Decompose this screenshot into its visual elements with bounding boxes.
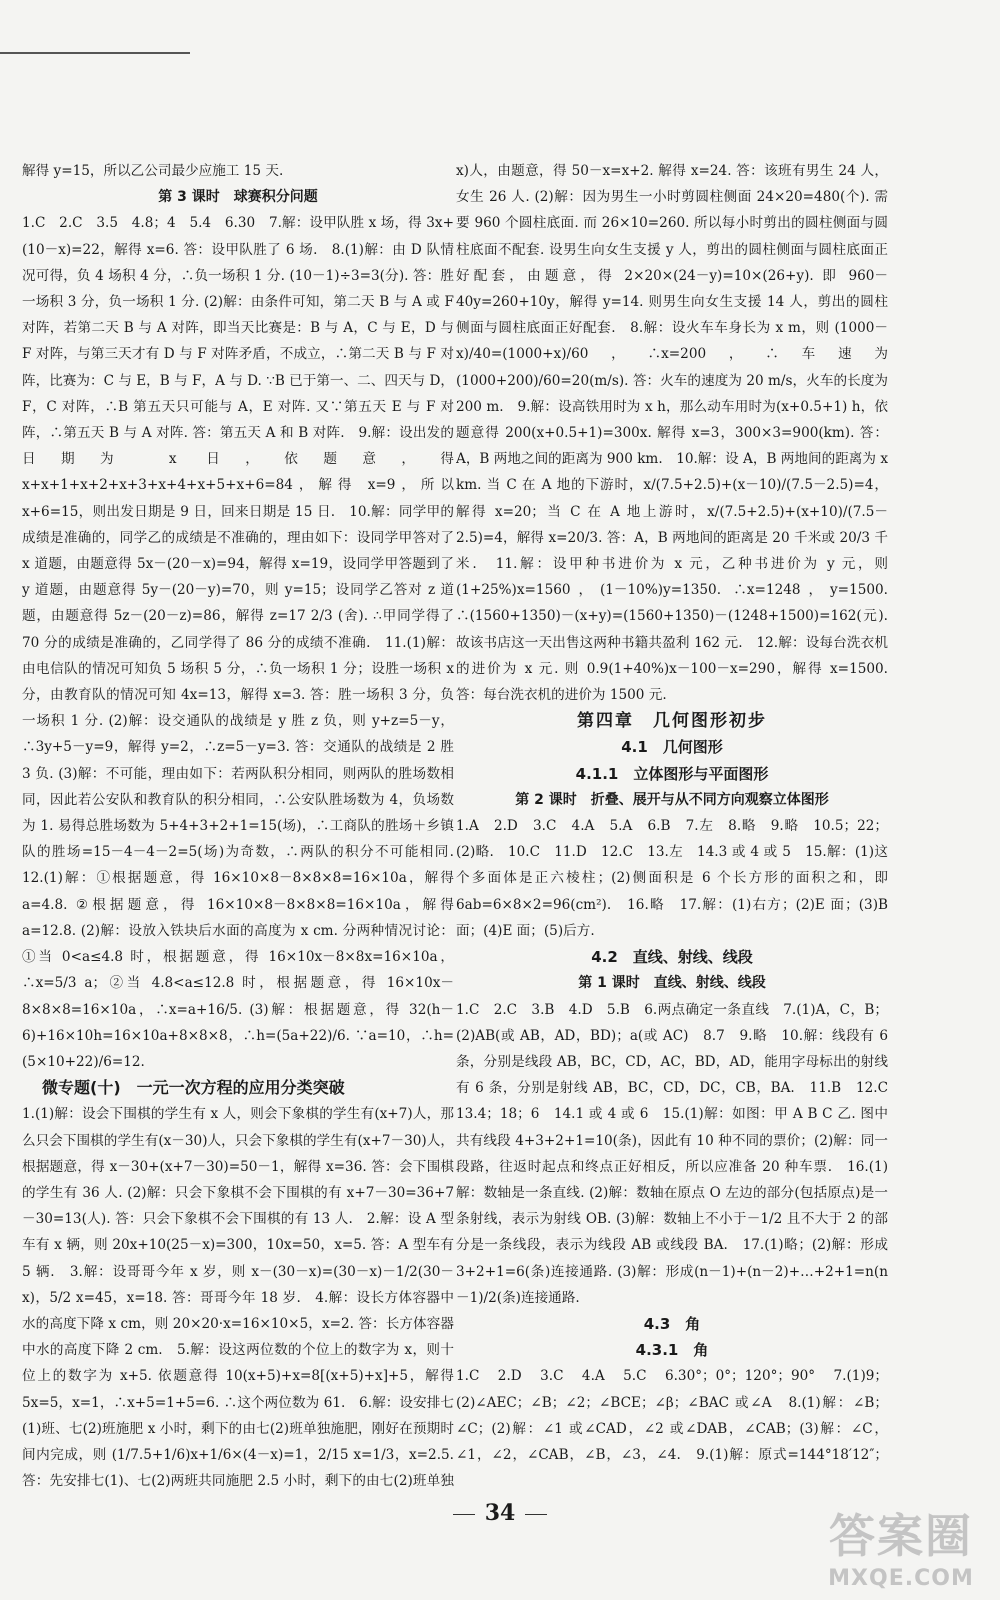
answer-paragraph: x)人，由题意，得 50－x=x+2. 解得 x=24. 答：该班有男生 24 人，女生 26 人. (2)解：因为男生一小时剪圆柱侧面 24×20=480(个). 需要 960 个圆柱底面. 而 26×10=260. 所以每小时剪出的圆柱侧面与圆柱底面不配套. 设男生向女生支援 y 人，剪出的圆柱侧面与圆柱底面正好配套，由题意，得 2×20×(24－y)=10×(26+y). 即 960－40y=260+10y，解得 y=14. 则男生向女生支援 14 人，剪出的圆柱侧面与圆柱底面正好配套. 8.解：设火车车身长为 x m，则 (1000－x)/40=(1000+x)/60，∴x=200，∴车速为 (1000+200)/60=20(m/s). 答：火车的速度为 20 m/s，火车的长度为 200 m. 9.解：设高铁用时为 x h，那么动车用时为(x+0.5+1) h，依题意得 200(x+0.5+1)=300x. 解得 x=3，300×3=900(km). 答：A，B 两地之间的距离为 900 km. 10.解：设 A，B 两地间的距离为 x km. 当 C 在 A 地的下游时，x/(7.5+2.5)+(x－10)/(7.5－2.5)=4，解得 x=20；当 C 在 A 地上游时，x/(7.5+2.5)+(x+10)/(7.5－2.5)=4，解得 x=20/3. 答：A，B 两地间的距离是 20 千米或 20/3 千米. 11.解：设甲种书进价为 x 元，乙种书进价为 y 元，则(1+25%)x=1560，(1－10%)y=1350. ∴x=1248，y=1500. ∴(1560+1350)－(x+y)=(1560+1350)－(1248+1500)=162(元). 故该书店这一天出售这两种书籍共盈利 162 元. 12.解：设每台洗衣机的进价为 x 元. 则 0.9(1+40%)x－100－x=290，解得 x=1500. 答：每台洗衣机的进价为 1500 元. xyxy=(456,163,888,704)
section-heading: 4.2 直线、射线、线段 xyxy=(591,948,753,967)
right-column xyxy=(456,158,888,1468)
section-heading: 4.3 角 xyxy=(643,1314,701,1333)
lesson-heading: 第 3 课时 球赛积分问题 xyxy=(158,189,318,206)
lesson-heading: 第 2 课时 折叠、展开与从不同方向观察立体图形 xyxy=(515,791,829,808)
answer-paragraph: 解得 y=15，所以乙公司最少应施工 15 天. xyxy=(22,163,284,179)
section-heading: 4.1.1 立体图形与平面图形 xyxy=(575,764,769,783)
watermark-url: MXQE.COM xyxy=(828,1566,974,1591)
special-topic-heading: 微专题(十) 一元一次方程的应用分类突破 xyxy=(42,1078,345,1098)
section-heading: 4.1 几何图形 xyxy=(621,738,723,757)
lesson-heading: 第 1 课时 直线、射线、线段 xyxy=(578,975,766,992)
chapter-heading: 第四章 几何图形初步 xyxy=(577,711,767,732)
footer-dash-right xyxy=(525,1514,547,1515)
watermark-text: 答案圈 xyxy=(829,1509,973,1563)
answer-paragraph: 1.(1)解：设会下围棋的学生有 x 人，则会下象棋的学生有(x+7)人，那么只会下围棋的学生有(x－30)人，只会下象棋的学生有(x+7－30)人，根据题意，得 x－30+(x+7－30)=50－1，解得 x=36. 答：会下围棋的学生有 36 人. (2)解：只会下象棋不会下围棋的有 x+7－30=36+7－30=13(人). 答：只会下象棋不会下围棋的有 13 人. 2.解：设 A 型车有 x 辆，则 20x+10(25－x)=300，10x=50，x=5. 答：A 型车有 5 辆. 3.解：设哥哥今年 x 岁，则 x－(30－x)=(30－x)－1/2(30－x)，5/2 x=45，x=18. 答：哥哥今年 18 岁. 4.解：设长方体容器中水的高度下降 x cm，则 20×20·x=16×10×5，x=2. 答：长方体容器中水的高度下降 2 cm. 5.解：设这两位数的个位上的数字为 x，则十位上的数字为 x+5. 依题意得 10(x+5)+x=8[(x+5)+x]+5，解得 5x=5，x=1，∴x+5=1+5=6. ∴这个两位数为 61. 6.解：设安排七(1)班、七(2)班施肥 x 小时，剩下的由七(2)班单独施肥，刚好在预期时间内完成，则 (1/7.5+1/6)x+1/6×(4－x)=1，2/15 x=1/3，x=2.5. 答：先安排七(1)、七(2)两班共同施肥 2.5 小时，剩下的由七(2)班单独 xyxy=(22,1106,454,1490)
section-heading: 4.3.1 角 xyxy=(635,1341,709,1360)
answer-paragraph: 1.C 2.C 3.5 4.8；4 5.4 6.30 7.解：设甲队胜 x 场，得 3x+(10－x)=22，解得 x=6. 答：设甲队胜了 6 场. 8.(1)解：由 D 队情况可得，负 4 场积 4 分，∴负一场积 1 分. (10－1)÷3=3(分). 答：胜一场积 3 分，负一场积 1 分. (2)解：由条件可知，第二天 B 与 A 或 F 对阵，若第二天 B 与 A 对阵，即当天比赛是：B 与 A，C 与 E，D 与 F 对阵，与第三天才有 D 与 F 对阵矛盾，不成立，∴第二天 B 与 F 对阵，比赛为：C 与 E，B 与 F，A 与 D. ∵B 已于第一、二、四天与 D，F，C 对阵，∴B 第五天只可能与 A，E 对阵. 又∵第五天 E 与 F 对阵，∴第五天 B 与 A 对阵. 答：第五天 A 和 B 对阵. 9.解：设出发的日期为 x 日，依题意，得 x+x+1+x+2+x+3+x+4+x+5+x+6=84，解得 x=9，所以 x+6=15，则出发日期是 9 日，回来日期是 15 日. 10.解：同学甲的成绩是准确的，同学乙的成绩是不准确的，理由如下：设同学甲答对了 x 道题，由题意得 5x－(20－x)=94，解得 x=19，设同学甲答题到了 y 道题，由题意得 5y－(20－y)=70，则 y=15；设同学乙答对 z 道题，由题意得 5z－(20－z)=86，解得 z=17 2/3 (舍). ∴甲同学得了 70 分的成绩是准确的，乙同学得了 86 分的成绩不准确. 11.(1)解：由电信队的情况可知负 5 场积 5 分，∴负一场积 1 分；设胜一场积 x 分，由教育队的情况可知 4x=13，解得 x=3. 答：胜一场积 3 分，负一场积 1 分. (2)解：设交通队的战绩是 y 胜 z 负，则 y+z=5－y，∴3y+5－y=9，解得 y=2，∴z=5－y=3. 答：交通队的战绩是 2 胜 3 负. (3)解：不可能，理由如下：若两队积分相同，则两队的胜场数相同，因此若公安队和教育队的积分相同，∴公安队胜场数为 4，负场数为 1. 易得总胜场数为 5+4+3+2+1=15(场)，∴工商队的胜场＋乡镇队的胜场=15－4－4－2=5(场)为奇数，∴两队的积分不可能相同. 12.(1)解：①根据题意，得 16×10×8－8×8×8=16×10a，解得 a=4.8. ②根据题意，得 16×10×8－8×8×8=16×10a，解得 a=12.8. (2)解：设放入铁块后水面的高度为 x cm. 分两种情况讨论：①当 0<a≤4.8 时，根据题意，得 16×10x－8×8x=16×10a，∴x=5/3 a；②当 4.8<a≤12.8 时，根据题意，得 16×10x－8×8×8=16×10a，∴x=a+16/5. (3)解：根据题意，得 32(h－6)+16×10h=16×10a+8×8×8，∴h=(5a+22)/6. ∵a=10，∴h=(5×10+22)/6=12. xyxy=(22,215,454,1070)
answer-paragraph: 1.C 2.C 3.B 4.D 5.B 6.两点确定一条直线 7.(1)A，C，B；(2)AB(或 AB，AD，BD)；a(或 AC) 8.7 9.略 10.解：线段有 6 条，分别是线段 AB，BC，CD，AC，BD，AD，能用字母标出的射线有 6 条，分别是射线 AB，BC，CD，DC，CB，BA. 11.B 12.C 13.4；18；6 14.1 或 4 或 6 15.(1)解：如图：甲 A B C 乙. 图中共有线段 4+3+2+1=10(条)，因此有 10 种不同的票价；(2)解：同一段路，往返时起点和终点正好相反，所以应准备 20 种车票. 16.(1)解：数轴是一条直线. (2)解：数轴在原点 O 左边的部分(包括原点)是一条射线，表示为射线 OB. (3)解：数轴上不小于－1/2 且不大于 2 的部分是一条线段，表示为线段 AB 或线段 BA. 17.(1)略；(2)解：形成 3+2+1=6(条)连接通路. (3)解：形成(n－1)+(n－2)+…+2+1=n(n－1)/2(条)连接通路. xyxy=(456,1001,888,1306)
footer-dash-left xyxy=(453,1514,475,1515)
left-column xyxy=(22,158,454,1493)
page-number: 34 xyxy=(484,1500,516,1526)
watermark-logo xyxy=(816,1500,986,1592)
answer-paragraph: 1.C 2.D 3.C 4.A 5.C 6.30°；0°；120°；90° 7.(1)9；(2)∠AEC；∠B；∠2；∠BCE；∠β；∠BAC 或∠A 8.(1)解：∠B；∠C；(2)解：∠1 或∠CAD，∠2 或∠DAB，∠CAB；(3)解：∠C，∠1，∠2，∠CAB，∠B，∠3，∠4. 9.(1)解：原式=144°18′12″； xyxy=(456,1368,888,1463)
header-rule xyxy=(0,52,190,54)
answer-paragraph: 1.A 2.D 3.C 4.A 5.A 6.B 7.左 8.略 9.略 10.5；22；(2)略. 10.C 11.D 12.C 13.左 14.3 或 4 或 5 15.解：(1)这个多面体是正六棱柱；(2)侧面积是 6 个长方形的面积之和，即 6ab=6×8×2=96(cm²). 16.略 17.解：(1)右方；(2)E 面；(3)B 面；(4)E 面；(5)后方. xyxy=(456,818,888,939)
